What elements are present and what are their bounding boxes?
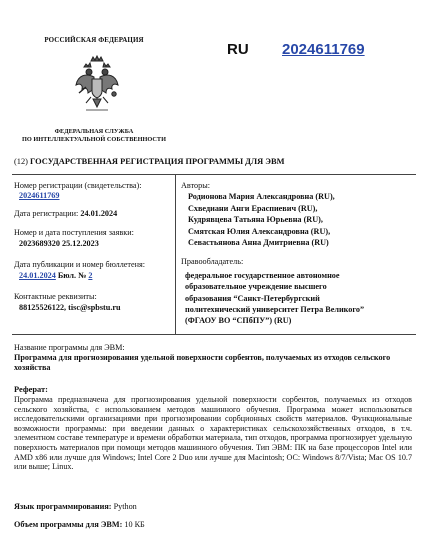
contacts-label: Контактные реквизиты:	[14, 292, 97, 301]
program-name-label: Название программы для ЭВМ:	[14, 343, 125, 352]
service-name	[18, 128, 170, 144]
owner-line: образования “Санкт-Петербургский	[185, 293, 320, 303]
divider-vertical	[175, 174, 176, 334]
application-value: 2023689320 25.12.2023	[19, 239, 99, 248]
language-row	[14, 502, 137, 511]
publication-row	[19, 271, 92, 281]
registration-title-text: ГОСУДАРСТВЕННАЯ РЕГИСТРАЦИЯ ПРОГРАММЫ ДЛЯ ЭВМ	[30, 157, 285, 166]
authors-block	[181, 181, 413, 249]
reg-date-label: Дата регистрации:	[14, 209, 79, 218]
bulletin-label: Бюл. №	[57, 271, 87, 280]
bulletin-number-link[interactable]: 2	[88, 271, 93, 280]
registration-title	[14, 157, 284, 166]
owner-line: (ФГАОУ ВО “СПбПУ”) (RU)	[185, 316, 292, 326]
abstract-text: Программа предназначена для прогнозирования удельной поверхности сорбентов, получаемых из отходов сельского хозяйства, с использованием методов машинного обучения. Программа может использоваться исследовательскими организациями при прогнозировании сорбционных свойств материалов. Функциональные возможности программы: при введении данных о характеристиках сельскохозяйственных отходов, в т.ч. элементном составе температуре и времени обработки материала, тип отходов, программа прогнозирует удельную поверхность материалов при помощи методов машинного обучения. Тип ЭВМ: ПК на базе процессоров Intel или AMD x86 или лучше для Windows; Intel Core 2 Duo или лучше для Macintosh; ОС: Windows 8/7/Vista; Mac OS 10.7 или выше; Linux.	[14, 395, 412, 472]
russian-coat-of-arms-icon	[74, 55, 120, 115]
owner-label: Правообладатель:	[181, 257, 244, 266]
volume-label: Объем программы для ЭВМ:	[14, 520, 123, 529]
author-name: Родионова Мария Александровна (RU),	[188, 192, 335, 201]
country-name: РОССИЙСКАЯ ФЕДЕРАЦИЯ	[44, 36, 144, 44]
reg-number-link[interactable]: 2024611769	[19, 191, 60, 200]
language-label: Язык программирования:	[14, 502, 112, 511]
divider-bottom	[12, 334, 416, 335]
contacts-value: 88125526122, tisc@spbstu.ru	[19, 303, 121, 312]
publication-date-link[interactable]: 24.01.2024	[19, 271, 56, 280]
application-label: Номер и дата поступления заявки:	[14, 228, 134, 237]
owner-line: политехнический университет Петра Великого”	[185, 304, 365, 314]
owner-text	[181, 270, 413, 326]
volume-row	[14, 520, 145, 529]
author-name: Севастьянова Анна Дмитриевна (RU)	[188, 238, 329, 247]
reg-date-value: 24.01.2024	[80, 209, 118, 218]
owner-line: федеральное государственное автономное	[185, 271, 340, 280]
patent-number-link[interactable]: 2024611769	[282, 41, 365, 58]
inid-code: (12)	[14, 157, 28, 166]
program-name: Программа для прогнозирования удельной поверхности сорбентов, получаемых из отходов сельского хозяйства	[14, 353, 391, 372]
volume-value: 10 КБ	[124, 520, 145, 529]
reg-number-label: Номер регистрации (свидетельства):	[14, 181, 142, 190]
divider-top	[12, 174, 416, 175]
owner-block	[181, 257, 413, 326]
author-name: Кудрявцева Татьяна Юрьевна (RU),	[188, 215, 323, 224]
country-code: RU	[227, 41, 249, 58]
reg-date-row	[14, 209, 117, 219]
service-line2: ПО ИНТЕЛЛЕКТУАЛЬНОЙ СОБСТВЕННОСТИ	[21, 136, 167, 143]
abstract-label: Реферат:	[14, 385, 48, 394]
author-name: Смятская Юлия Александровна (RU),	[188, 226, 331, 236]
publication-label: Дата публикации и номер бюллетеня:	[14, 260, 146, 269]
author-name: Схведиани Анги Ераспиевич (RU),	[188, 203, 318, 213]
authors-label: Авторы:	[181, 181, 211, 190]
language-value: Python	[113, 502, 137, 511]
owner-line: образовательное учреждение высшего	[185, 282, 327, 292]
service-line1: ФЕДЕРАЛЬНАЯ СЛУЖБА	[54, 128, 134, 135]
